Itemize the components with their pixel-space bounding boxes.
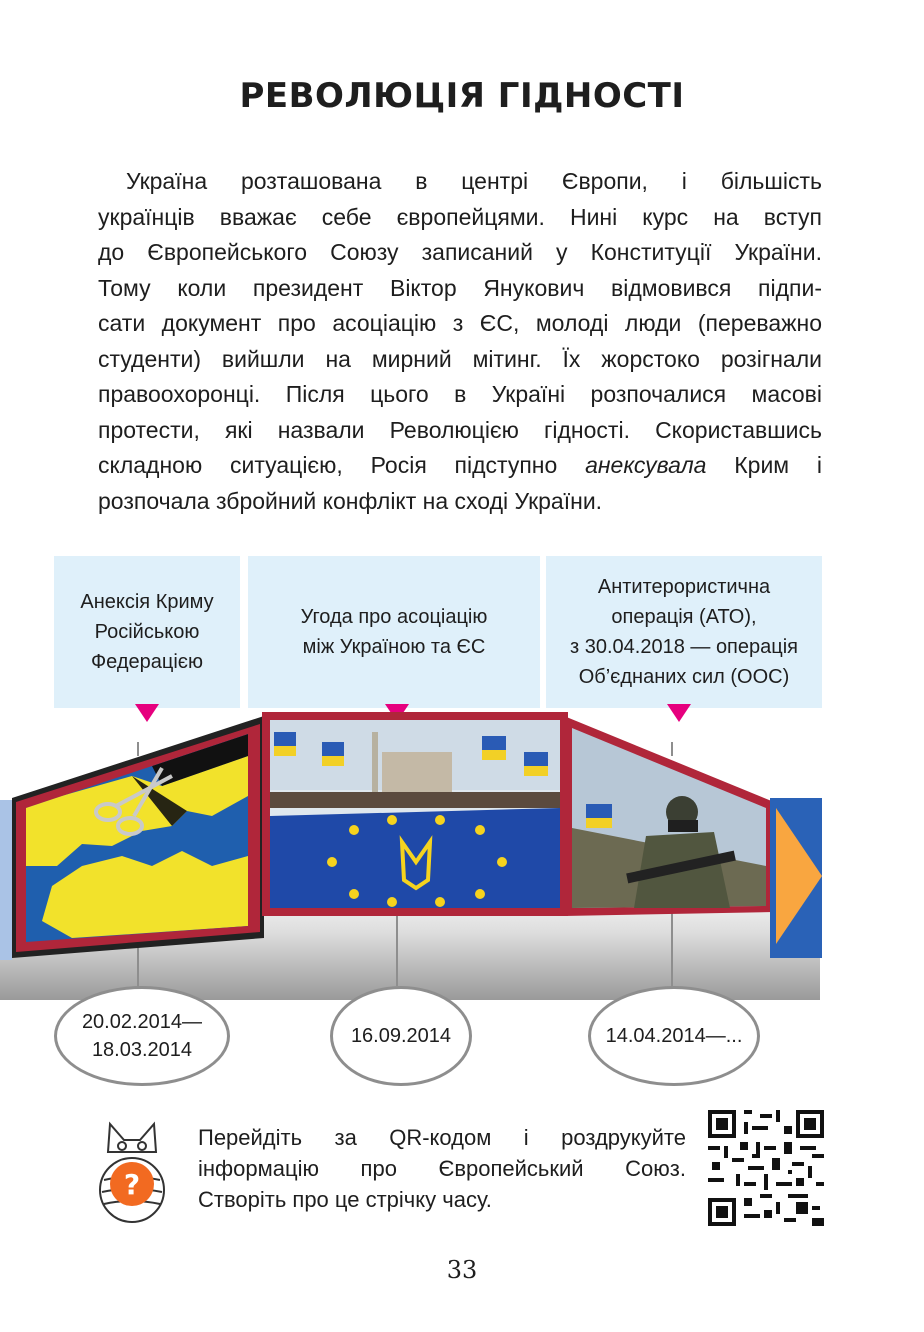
- paragraph-line: правоохоронці. Після цього в Україні розпочалися масові: [98, 381, 822, 407]
- event-label-line: Антитерористична: [597, 576, 771, 598]
- italic-term: анексувала: [585, 452, 707, 478]
- event-label-line: Угода про асоціацію: [300, 606, 488, 628]
- task-line: інформацію про Європейський Союз.: [198, 1156, 686, 1181]
- date-line: 20.02.2014—: [81, 1011, 203, 1033]
- event-label-line: між Україною та ЄС: [302, 636, 486, 658]
- paragraph-line: до Європейського Союзу записаний у Конституції України.: [98, 239, 822, 265]
- task-instructions: [198, 1122, 686, 1215]
- event-box-association: [248, 556, 540, 708]
- event-label-line: Російською: [94, 621, 200, 643]
- date-line: 16.09.2014: [350, 1025, 452, 1047]
- date-oval-ato: [588, 986, 760, 1086]
- paragraph-line: студенти) вийшли на мирний мітинг. Їх жорстоко розігнали: [98, 345, 822, 372]
- cat-question-icon: [96, 1118, 168, 1224]
- paragraph-line: Україна розташована в центрі Європи, і більшість: [126, 168, 822, 194]
- event-label-line: Анексія Криму: [80, 591, 214, 613]
- paragraph-line: українців вважає себе європейцями. Нині курс на вступ: [98, 203, 822, 230]
- timeline-stem: [396, 912, 398, 986]
- date-line: 14.04.2014—...: [605, 1025, 743, 1047]
- page-number: 33: [446, 1256, 478, 1284]
- task-line: Перейдіть за QR-кодом і роздрукуйте: [198, 1125, 686, 1150]
- body-paragraph: [98, 164, 822, 519]
- qr-code-image[interactable]: [708, 1110, 824, 1226]
- crimea-map-image: [12, 716, 264, 958]
- timeline-strip-edge: [0, 800, 12, 960]
- soldier-image: [564, 716, 774, 916]
- date-line: 18.03.2014: [91, 1039, 193, 1061]
- paragraph-line: протести, які назвали Революцією гідності. Скориставшись: [98, 416, 822, 443]
- event-label-line: операція (АТО),: [611, 606, 757, 628]
- svg-text:?: ?: [123, 1168, 141, 1201]
- date-oval-association: [330, 986, 472, 1086]
- paragraph-line: сати документ про асоціацію з ЄС, молоді люди (переважно: [98, 310, 822, 336]
- page-title: РЕВОЛЮЦІЯ ГІДНОСТІ: [239, 76, 685, 116]
- paragraph-line: Тому коли президент Віктор Янукович відмовився підпи-: [98, 274, 822, 301]
- maidan-flag-image: [262, 712, 568, 916]
- event-box-crimea: [54, 556, 240, 708]
- date-oval-crimea: [54, 986, 230, 1086]
- paragraph-line: розпочала збройний конфлікт на сході України.: [98, 487, 603, 514]
- timeline-stem: [671, 910, 673, 988]
- event-label-line: з 30.04.2018 — операція: [570, 636, 798, 658]
- event-label-line: Об’єднаних сил (ООС): [578, 666, 790, 688]
- arrow-right-icon: [776, 808, 822, 944]
- event-box-ato: [546, 556, 822, 708]
- task-line: Створіть про це стрічку часу.: [198, 1187, 492, 1212]
- paragraph-line: [98, 448, 822, 484]
- paragraph-text: складною ситуацією, Росія підступно: [98, 452, 586, 478]
- event-label-line: Федерацією: [90, 651, 203, 673]
- paragraph-text: Крим і: [706, 452, 822, 478]
